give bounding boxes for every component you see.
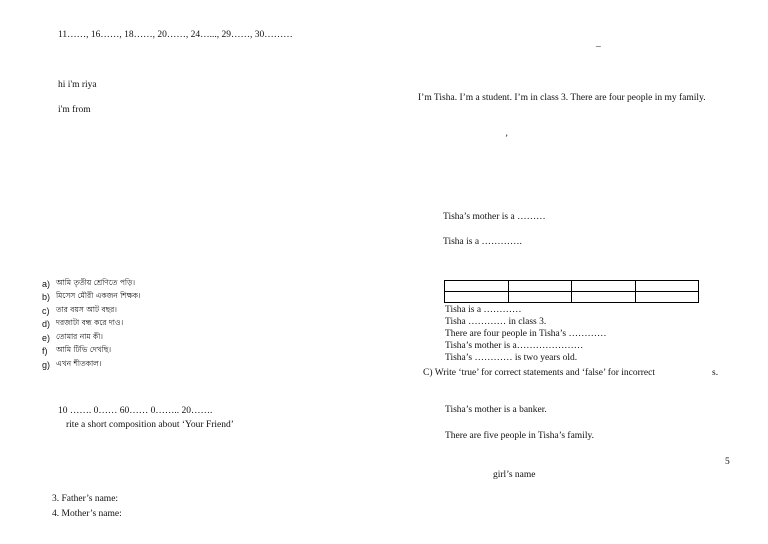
table-cell xyxy=(635,292,699,303)
table-cell xyxy=(508,292,572,303)
item-label: a) xyxy=(42,278,51,289)
list-item xyxy=(42,358,141,372)
intro-line-from: i'm from xyxy=(58,105,91,115)
true-false-instruction: C) Write ‘true’ for correct statements and ‘false’ for incorrect xyxy=(423,368,655,378)
fill-blank-3: There are four people in Tisha’s ………… xyxy=(445,329,607,339)
table-cell xyxy=(572,281,636,292)
item-label: d) xyxy=(42,319,51,330)
question-mother: Tisha’s mother is a ……… xyxy=(443,212,546,222)
stray-mark: ’ xyxy=(505,134,509,144)
number-sequence-question: 11……, 16……, 18……, 20……, 24…..., 29……, 30……… xyxy=(58,30,293,40)
answer-table xyxy=(444,280,699,303)
question-tisha: Tisha is a …………. xyxy=(443,237,522,247)
reading-passage: I’m Tisha. I’m a student. I’m in class 3. There are four people in my family. xyxy=(418,93,706,103)
item-label: e) xyxy=(42,332,51,343)
item-label: g) xyxy=(42,359,51,370)
table-cell xyxy=(508,281,572,292)
composition-prompt: rite a short composition about ‘Your Friend’ xyxy=(66,420,234,430)
list-item xyxy=(42,291,141,305)
fill-blank-1: Tisha is a ………… xyxy=(445,305,522,315)
item-label: b) xyxy=(42,292,51,303)
item-text: এখন শীতকাল। xyxy=(56,358,102,368)
item-label: c) xyxy=(42,305,50,316)
statement-2: There are five people in Tisha’s family. xyxy=(445,431,594,441)
table-cell xyxy=(445,292,509,303)
number-marker: 5 xyxy=(725,457,730,467)
table-cell xyxy=(635,281,699,292)
number-sequence-2: 10 ……. 0…… 60…… 0…….. 20……. xyxy=(58,406,213,416)
fill-blank-2: Tisha ………… in class 3. xyxy=(445,317,547,327)
item-label: f) xyxy=(42,346,48,357)
item-text: মিসেস মৌরী একজন শিক্ষক। xyxy=(56,291,141,301)
dash-mark: – xyxy=(596,42,601,52)
table-cell xyxy=(445,281,509,292)
girls-name-label: girl’s name xyxy=(493,470,536,480)
item-text: দরজাটা বন্ধ করে দাও। xyxy=(56,318,124,328)
item-text: আমি তৃতীয় শ্রেণিতে পড়ি। xyxy=(56,277,136,287)
table-row xyxy=(445,281,699,292)
item-text: আমি টিভি দেখছি। xyxy=(56,345,112,355)
father-name-label: 3. Father’s name: xyxy=(52,494,119,504)
list-item xyxy=(42,331,141,345)
list-item xyxy=(42,277,141,291)
list-item xyxy=(42,318,141,332)
table-cell xyxy=(572,292,636,303)
intro-line-name: hi i'm riya xyxy=(58,80,97,90)
fill-blank-4: Tisha’s mother is a………………… xyxy=(445,341,584,351)
table-row xyxy=(445,292,699,303)
list-item xyxy=(42,304,141,318)
fill-blank-5: Tisha’s ………… is two years old. xyxy=(445,353,578,363)
list-item xyxy=(42,345,141,359)
item-text: তার বয়স আট বছর। xyxy=(56,304,117,314)
item-text: তোমার নাম কী। xyxy=(56,331,103,341)
statement-1: Tisha’s mother is a banker. xyxy=(445,405,547,415)
bengali-sentence-list xyxy=(42,277,141,372)
true-false-trailing: s. xyxy=(712,368,719,378)
mother-name-label: 4. Mother’s name: xyxy=(52,509,122,519)
